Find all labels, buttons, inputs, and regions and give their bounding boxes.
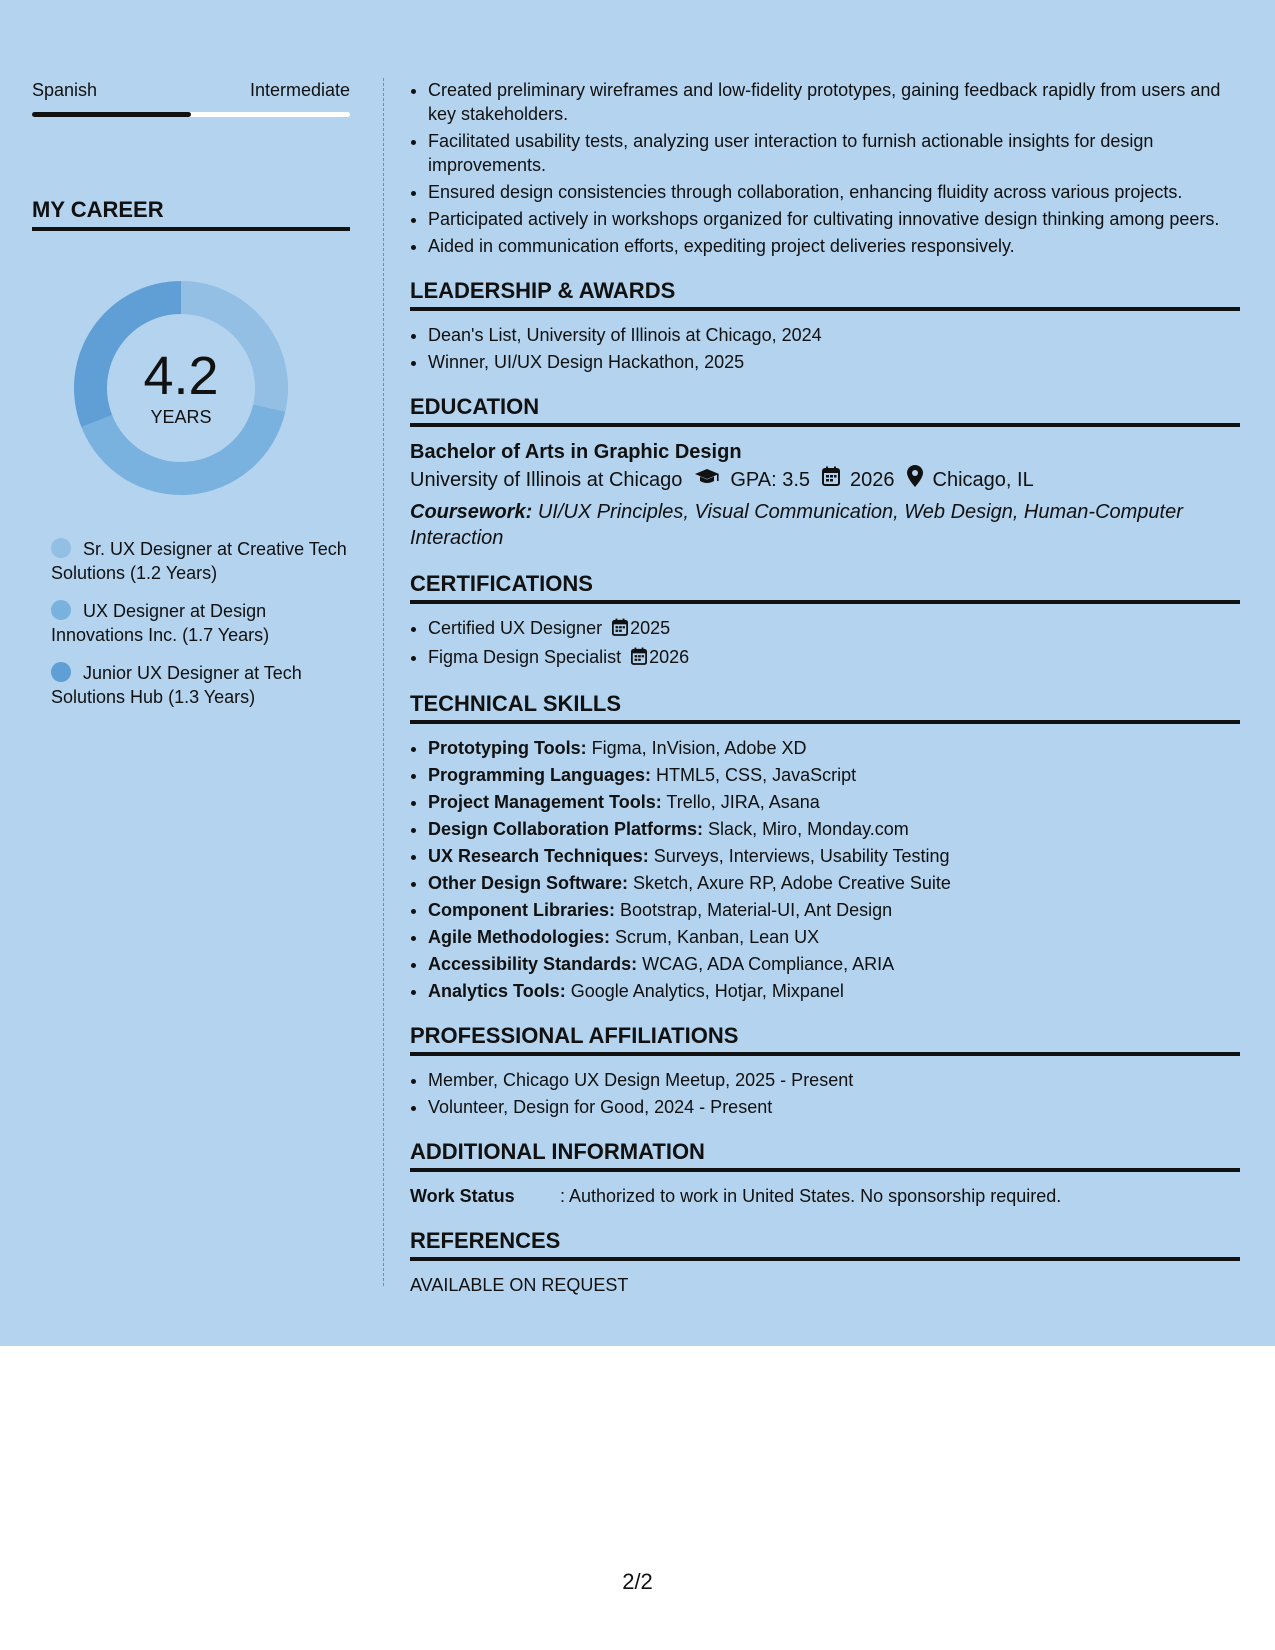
- language-level: Intermediate: [249, 80, 350, 100]
- education-degree: Bachelor of Arts in Graphic Design: [410, 441, 742, 463]
- skill-label: Analytics Tools:: [428, 981, 566, 1001]
- affiliation-item: • Volunteer, Design for Good, 2024 - Present: [428, 1095, 1240, 1119]
- career-legend-item: [51, 599, 350, 647]
- skill-value: Bootstrap, Material-UI, Ant Design: [620, 900, 893, 920]
- references-heading: REFERENCES: [410, 1228, 1240, 1261]
- skill-value: WCAG, ADA Compliance, ARIA: [642, 954, 895, 974]
- sidebar: [32, 78, 350, 723]
- career-donut-chart: [66, 273, 296, 503]
- skill-item: [428, 790, 1240, 814]
- certification-item: [428, 645, 1240, 671]
- certification-name: Certified UX Designer: [428, 618, 603, 638]
- skill-item: [428, 925, 1240, 949]
- additional-heading: ADDITIONAL INFORMATION: [410, 1139, 1240, 1172]
- experience-bullet: • Ensured design consistencies through collaboration, enhancing fluidity across various projects.: [428, 180, 1240, 204]
- education-school: University of Illinois at Chicago: [410, 469, 683, 491]
- skill-value: Sketch, Axure RP, Adobe Creative Suite: [633, 873, 951, 893]
- certifications-list: [410, 616, 1240, 671]
- skills-heading: TECHNICAL SKILLS: [410, 691, 1240, 724]
- calendar-icon: [822, 466, 840, 494]
- references-text: AVAILABLE ON REQUEST: [410, 1275, 629, 1295]
- coursework-text: UI/UX Principles, Visual Communication, Web Design, Human-Computer Interaction: [410, 501, 1183, 549]
- legend-dot-icon: [51, 662, 71, 682]
- skill-value: Surveys, Interviews, Usability Testing: [653, 846, 950, 866]
- experience-bullet: • Participated actively in workshops organized for cultivating innovative design thinking among peers.: [428, 207, 1240, 231]
- certification-year: 2026: [649, 647, 690, 667]
- column-divider: [383, 78, 384, 1286]
- skill-item: [428, 979, 1240, 1003]
- work-status-row: [410, 1184, 1240, 1208]
- certification-year: 2025: [630, 618, 671, 638]
- experience-bullet: • Created preliminary wireframes and low-fidelity prototypes, gaining feedback rapidly from users and key stakeholders.: [428, 78, 1240, 126]
- skill-item: [428, 871, 1240, 895]
- career-legend: [51, 537, 350, 709]
- education-gpa: GPA: 3.5: [730, 469, 811, 491]
- career-legend-item: [51, 537, 350, 585]
- skill-label: Component Libraries:: [428, 900, 616, 920]
- skills-list: [410, 736, 1240, 1003]
- language-name: Spanish: [32, 80, 98, 100]
- award-item: • Winner, UI/UX Design Hackathon, 2025: [428, 350, 1240, 374]
- career-heading: MY CAREER: [32, 197, 350, 231]
- experience-bullets: [410, 78, 1240, 258]
- skill-value: Google Analytics, Hotjar, Mixpanel: [570, 981, 844, 1001]
- legend-dot-icon: [51, 600, 71, 620]
- skill-label: Project Management Tools:: [428, 792, 662, 812]
- certification-item: [428, 616, 1240, 642]
- language-proficiency-fill: [32, 112, 191, 117]
- certification-name: Figma Design Specialist: [428, 647, 622, 667]
- certifications-heading: CERTIFICATIONS: [410, 571, 1240, 604]
- career-legend-label: Junior UX Designer at Tech Solutions Hub (1.3 Years): [51, 663, 302, 707]
- language-row: [32, 78, 350, 102]
- skill-value: Scrum, Kanban, Lean UX: [615, 927, 820, 947]
- skill-value: Trello, JIRA, Asana: [666, 792, 820, 812]
- education-coursework: [410, 499, 1240, 551]
- language-proficiency-bar: [32, 112, 350, 117]
- graduation-cap-icon: [694, 466, 720, 494]
- skill-item: [428, 763, 1240, 787]
- main-content: [410, 78, 1240, 1297]
- skill-label: Prototyping Tools:: [428, 738, 587, 758]
- award-item: • Dean's List, University of Illinois at Chicago, 2024: [428, 323, 1240, 347]
- education-year: 2026: [850, 469, 895, 491]
- skill-value: Figma, InVision, Adobe XD: [591, 738, 807, 758]
- leadership-list: [410, 323, 1240, 374]
- skill-label: Other Design Software:: [428, 873, 629, 893]
- page-number: 2/2: [622, 1569, 653, 1594]
- affiliations-heading: PROFESSIONAL AFFILIATIONS: [410, 1023, 1240, 1056]
- location-pin-icon: [907, 465, 923, 495]
- calendar-icon: [631, 647, 647, 671]
- experience-bullet: • Aided in communication efforts, expediting project deliveries responsively.: [428, 234, 1240, 258]
- affiliation-item: • Member, Chicago UX Design Meetup, 2025 - Present: [428, 1068, 1240, 1092]
- skill-label: Accessibility Standards:: [428, 954, 638, 974]
- legend-dot-icon: [51, 538, 71, 558]
- skill-item: [428, 817, 1240, 841]
- skill-item: [428, 952, 1240, 976]
- work-status-value: : Authorized to work in United States. No sponsorship required.: [560, 1186, 1062, 1206]
- skill-label: Programming Languages:: [428, 765, 652, 785]
- career-total-value: 4.2: [143, 346, 219, 406]
- calendar-icon: [612, 618, 628, 642]
- skill-label: Agile Methodologies:: [428, 927, 610, 947]
- skill-item: [428, 844, 1240, 868]
- education-meta: [410, 465, 1240, 495]
- skill-item: [428, 736, 1240, 760]
- education-heading: EDUCATION: [410, 394, 1240, 427]
- donut-center: [66, 273, 296, 503]
- work-status-label: Work Status: [410, 1186, 515, 1206]
- skill-item: [428, 898, 1240, 922]
- coursework-label: Coursework:: [410, 501, 533, 523]
- experience-bullet: • Facilitated usability tests, analyzing user interaction to furnish actionable insights for design improvements.: [428, 129, 1240, 177]
- skill-value: HTML5, CSS, JavaScript: [656, 765, 857, 785]
- affiliations-list: [410, 1068, 1240, 1119]
- career-legend-label: UX Designer at Design Innovations Inc. (1.7 Years): [51, 601, 270, 645]
- education-location: Chicago, IL: [932, 469, 1034, 491]
- career-legend-item: [51, 661, 350, 709]
- skill-label: Design Collaboration Platforms:: [428, 819, 704, 839]
- skill-value: Slack, Miro, Monday.com: [708, 819, 909, 839]
- skill-label: UX Research Techniques:: [428, 846, 649, 866]
- career-total-unit: YEARS: [150, 407, 212, 427]
- career-legend-label: Sr. UX Designer at Creative Tech Solutions (1.2 Years): [51, 539, 347, 583]
- leadership-heading: LEADERSHIP & AWARDS: [410, 278, 1240, 311]
